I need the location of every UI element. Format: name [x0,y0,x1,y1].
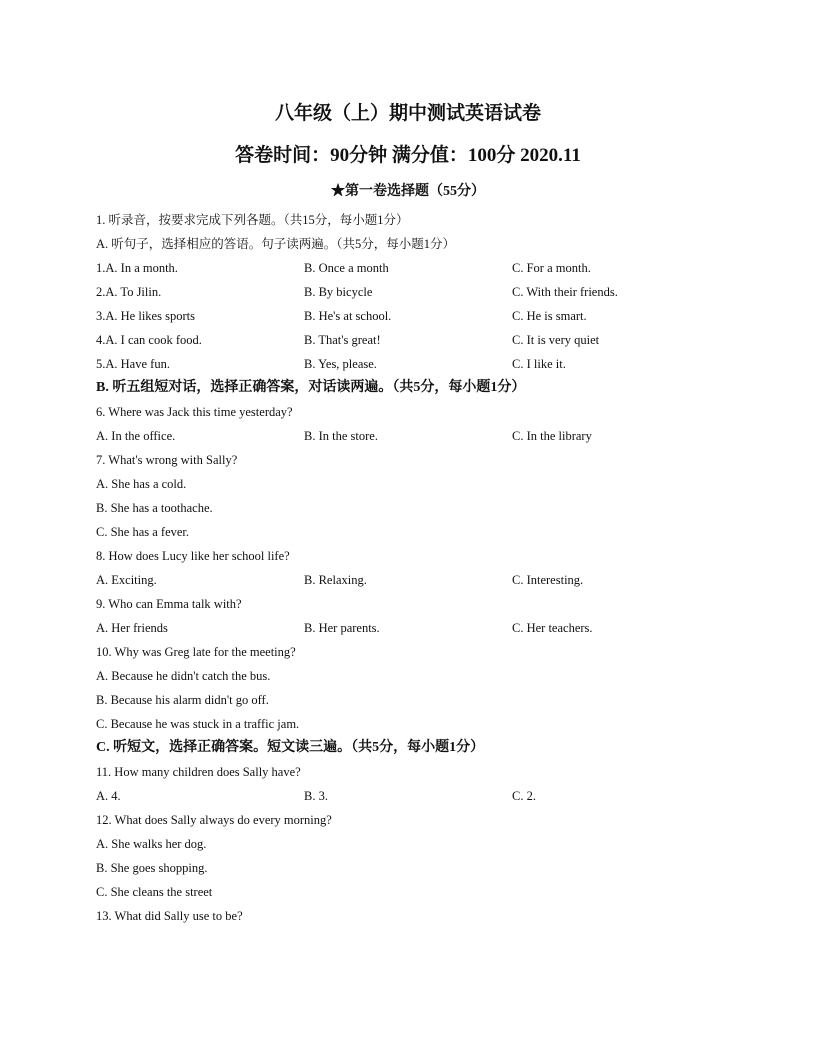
question-line: A. Because he didn't catch the bus. [96,669,271,683]
answer-option: A. Her friends [96,621,168,635]
answer-option: C. For a month. [512,261,591,275]
answer-option: C. He is smart. [512,309,587,323]
option-row [96,568,756,592]
question-line: 1. 听录音，按要求完成下列各题。（共15分，每小题1分） [96,213,409,227]
answer-option: B. Yes, please. [304,357,377,371]
answer-option: B. That's great! [304,333,381,347]
answer-option: C. In the library [512,429,592,443]
answer-option: B. Her parents. [304,621,380,635]
option-row [96,616,756,640]
answer-option: C. With their friends. [512,285,618,299]
exam-title: 八年级（上）期中测试英语试卷 [274,103,541,124]
answer-option: 2.A. To Jilin. [96,285,162,299]
question-line: 7. What's wrong with Sally? [96,453,238,467]
question-line: 12. What does Sally always do every morning? [96,813,332,827]
question-line: C. She cleans the street [96,885,213,899]
question-list [96,208,756,928]
answer-option: B. 3. [304,789,328,803]
answer-option: C. Interesting. [512,573,584,587]
option-row [96,256,756,280]
answer-option: A. In the office. [96,429,176,443]
option-row [96,352,756,376]
question-line: A. She walks her dog. [96,837,207,851]
answer-option: B. By bicycle [304,285,373,299]
answer-option: B. Relaxing. [304,573,367,587]
question-line: B. She has a toothache. [96,501,213,515]
question-line: B. Because his alarm didn't go off. [96,693,269,707]
question-line: 8. How does Lucy like her school life? [96,549,290,563]
answer-option: B. Once a month [304,261,389,275]
question-line: A. 听句子，选择相应的答语。句子读两遍。（共5分，每小题1分） [96,237,456,251]
answer-option: B. In the store. [304,429,378,443]
question-line: C. She has a fever. [96,525,190,539]
answer-option: C. It is very quiet [512,333,600,347]
part-heading: B. 听五组短对话，选择正确答案，对话读两遍。（共5分，每小题1分） [96,380,526,395]
question-line: 13. What did Sally use to be? [96,909,243,923]
option-row [96,424,756,448]
section-heading: ★第一卷选择题（55分） [331,184,485,199]
question-line: B. She goes shopping. [96,861,208,875]
answer-option: A. Exciting. [96,573,157,587]
answer-option: 1.A. In a month. [96,261,178,275]
option-row [96,328,756,352]
answer-option: C. Her teachers. [512,621,593,635]
option-row [96,304,756,328]
answer-option: 3.A. He likes sports [96,309,195,323]
answer-option: A. 4. [96,789,121,803]
question-line: 10. Why was Greg late for the meeting? [96,645,296,659]
answer-option: C. I like it. [512,357,566,371]
part-heading: C. 听短文，选择正确答案。短文读三遍。（共5分，每小题1分） [96,740,485,755]
answer-option: 4.A. I can cook food. [96,333,202,347]
question-line: 6. Where was Jack this time yesterday? [96,405,293,419]
option-row [96,280,756,304]
answer-option: B. He's at school. [304,309,392,323]
question-line: 9. Who can Emma talk with? [96,597,242,611]
question-line: 11. How many children does Sally have? [96,765,301,779]
exam-subtitle: 答卷时间：90分钟 满分值：100分 2020.11 [235,145,581,166]
question-line: A. She has a cold. [96,477,187,491]
option-row [96,784,756,808]
answer-option: C. 2. [512,789,536,803]
question-line: C. Because he was stuck in a traffic jam. [96,717,300,731]
answer-option: 5.A. Have fun. [96,357,170,371]
